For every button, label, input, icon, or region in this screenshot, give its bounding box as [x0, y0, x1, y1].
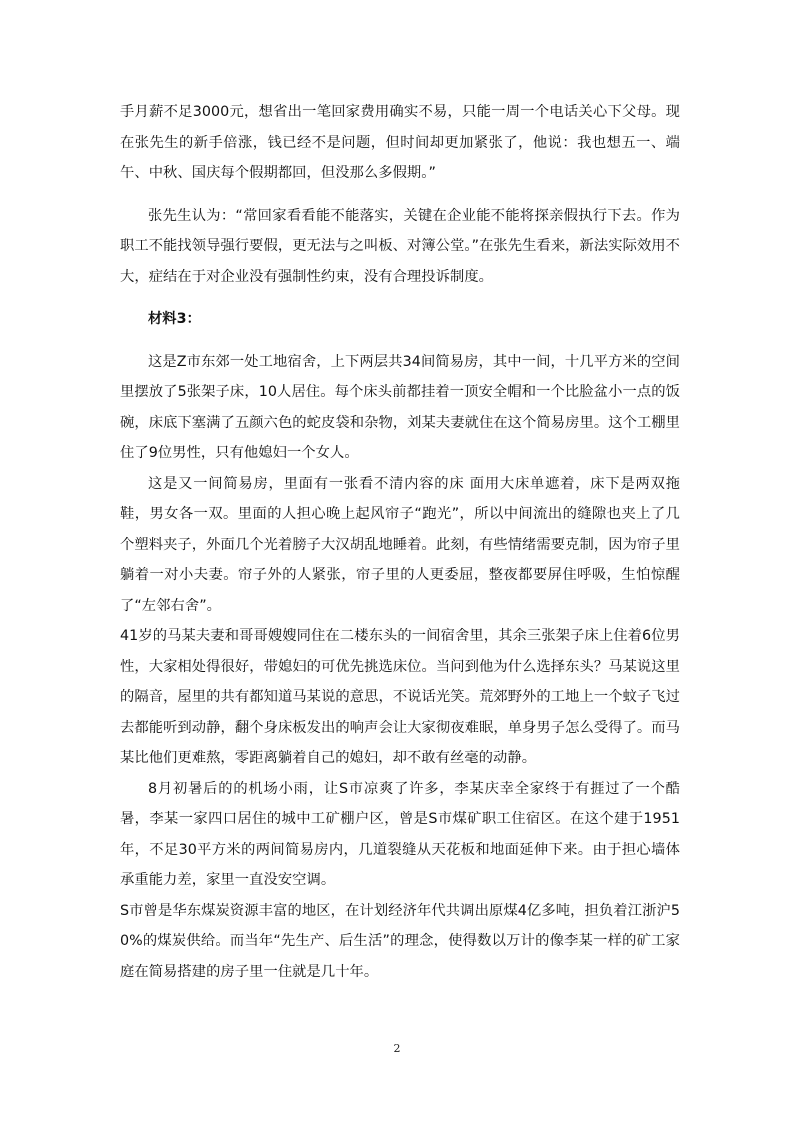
document-body — [120, 97, 680, 987]
paragraph-opinion: 张先生认为：“常回家看看能不能落实，关键在企业能不能将探亲假执行下去。作为职工不能找领导强行要假，更无法与之叫板、对簿公堂。”在张先生看来，新法实际效用不大，症结在于对企业没有强制性约束，没有合理投诉制度。 — [120, 207, 680, 285]
paragraph-simple-room: 这是又一间简易房，里面有一张看不清内容的床 面用大床单遮着，床下是两双拖鞋，男女各一双。里面的人担心晚上起风帘子“跑光”，所以中间流出的缝隙也夹上了几个塑料夹子，外面几个光着膀子大汉胡乱地睡着。此刻，有些情绪需要克制，因为帘子里躺着一对小夫妻。帘子外的人紧张，帘子里的人更委屈，整夜都要屏住呼吸，生怕惊醒了“左邻右舍”。 — [120, 475, 680, 614]
paragraph-li-family: 8月初暑后的的机场小雨，让S市凉爽了许多，李某庆幸全家终于有捱过了一个酷暑，李某一家四口居住的城中工矿棚户区，曾是S市煤矿职工住宿区。在这个建于1951年，不足30平方米的两间简易房内，几道裂缝从天花板和地面延伸下来。由于担心墙体承重能力差，家里一直没安空调。 — [120, 780, 680, 888]
section-heading-material-3: 材料3： — [148, 311, 201, 327]
paragraph-dormitory: 这是Z市东郊一处工地宿舍，上下两层共34间简易房，其中一间，十几平方米的空间里摆放了5张架子床，10人居住。每个床头前都挂着一顶安全帽和一个比脸盆小一点的饭碗，床底下塞满了五颜六色的蛇皮袋和杂物，刘某夫妻就住在这个简易房里。这个工棚里住了9位男性，只有他媳妇一个女人。 — [120, 353, 680, 461]
page-number: 2 — [393, 1042, 401, 1055]
paragraph-ma-couple: 41岁的马某夫妻和哥哥嫂嫂同住在二楼东头的一间宿舍里，其余三张架子床上住着6位男性，大家相处得很好，带媳妇的可优先挑选床位。当问到他为什么选择东头？马某说这里的隔音，屋里的共有都知道马某说的意思，不说话光笑。荒郊野外的工地上一个蚊子飞过去都能听到动静，翻个身床板发出的响声会让大家彻夜难眠，单身男子怎么受得了。而马某比他们更难熬，零距离躺着自己的媳妇，却不敢有丝毫的动静。 — [120, 628, 680, 766]
paragraph-coal-city: S市曾是华东煤炭资源丰富的地区，在计划经济年代共调出原煤4亿多吨，担负着江浙沪50%的煤炭供给。而当年“先生产、后生活”的理念，使得数以万计的像李某一样的矿工家庭在简易搭建的房子里一住就是几十年。 — [120, 902, 680, 980]
paragraph-salary: 手月薪不足3000元，想省出一笔回家费用确实不易，只能一周一个电话关心下父母。现在张先生的新手倍涨，钱已经不是问题，但时间却更加紧张了，他说：我也想五一、端午、中秋、国庆每个假期都回，但没那么多假期。” — [120, 104, 680, 181]
